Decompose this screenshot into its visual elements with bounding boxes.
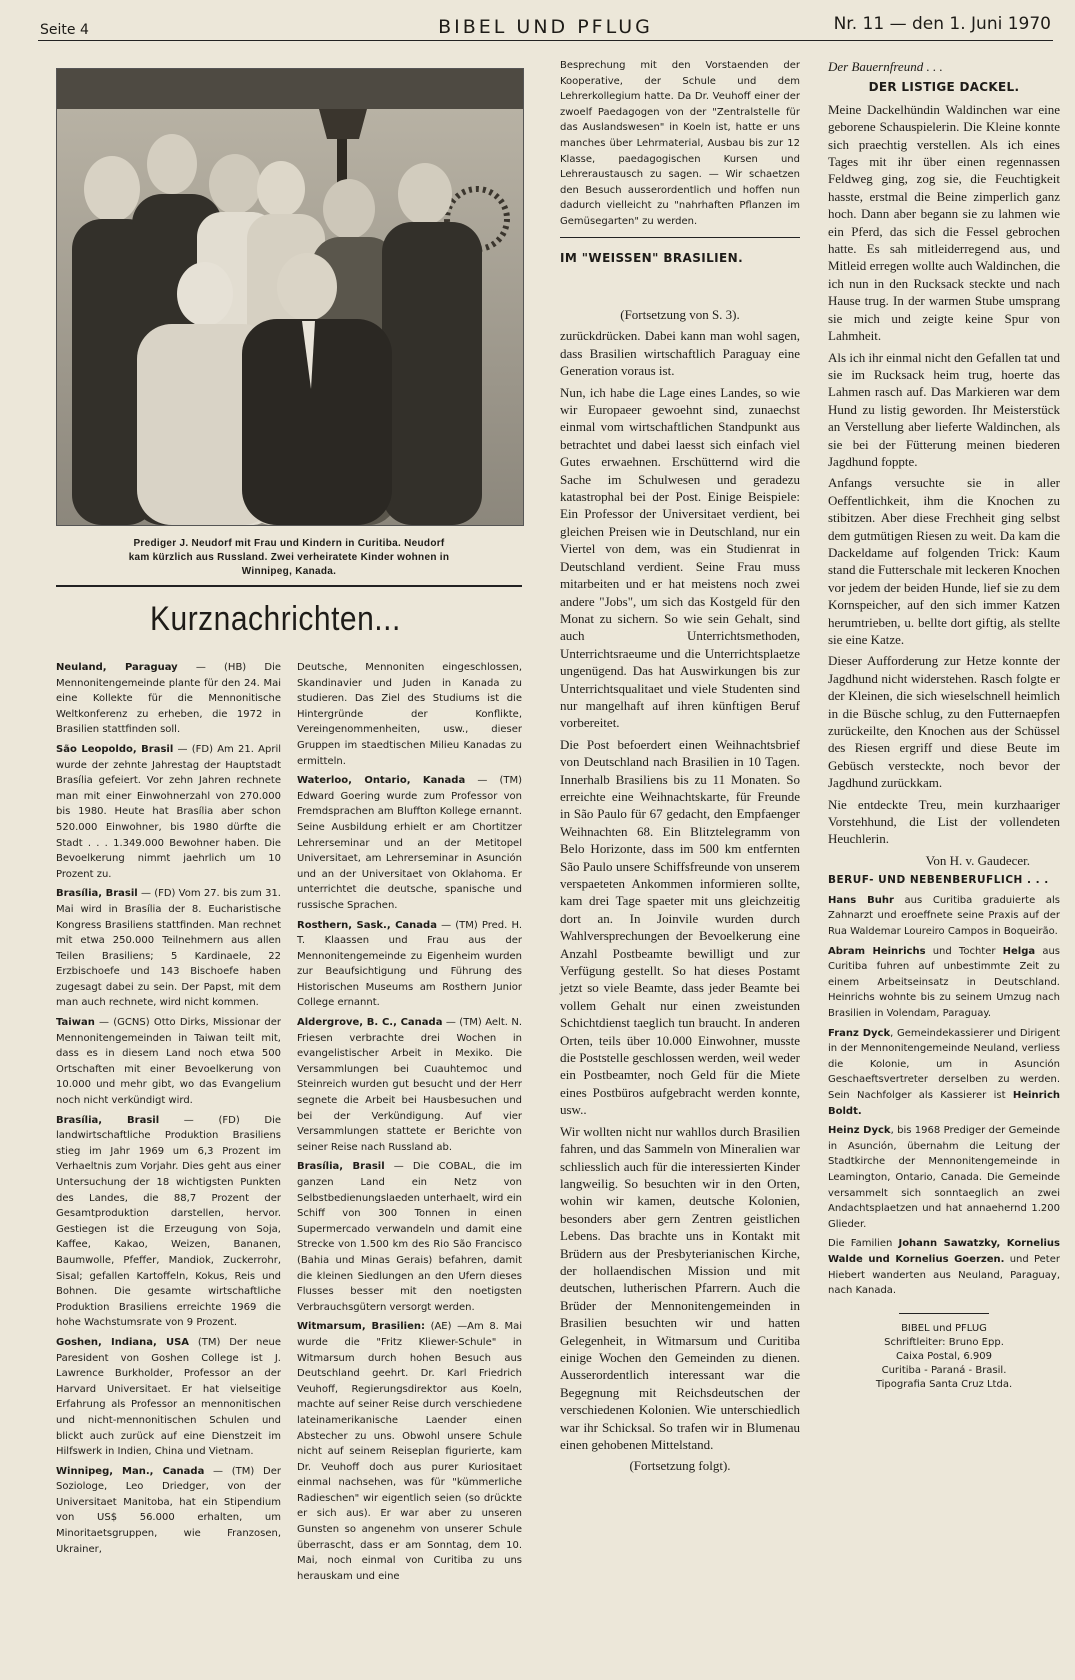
news-item: [828, 893, 1060, 940]
news-item: [828, 1123, 1060, 1232]
section-kicker: Der Bauernfreund . . .: [828, 59, 943, 74]
impressum-line: Caixa Postal, 6.909: [896, 1350, 992, 1362]
news-item-dateline: Winnipeg, Man., Canada: [56, 1465, 205, 1477]
divider: [56, 585, 522, 587]
news-item-text: aus Curitiba fuhren auf unbestimmte Zeit zu einem Arbeitseinsatz in Deutschland. Heinrichs wohnte bis zu seinem Umzug nach Brasilien in Volendam, Paraguay.: [828, 945, 1061, 1020]
kurznachrichten-headline: Kurznachrichten...: [150, 600, 401, 638]
news-item-dateline: Goshen, Indiana, USA: [56, 1336, 190, 1348]
article-paragraph: Wir wollten nicht nur wahllos durch Brasilien fahren, und das Sammeln von Mineralien war schliesslich auch für die interessierten Kinder langweilig. So besuchten wir in den Orten, wohin wir kamen, deutsche Kolonien, besonders aber gern Zentren geistlichen Lebens. Das brachte uns in Kontakt mit Brüdern aus der Presbyterianischen Kirche, der hollaendischen Mission und mit deutschen, lutherischen Pfarrern. Auch die Brüder der Mennonitengemeinden in Brasilien besuchten wir und hatten Gelegenheit, in Witmarsum und Curitiba einige Wochen den Gemeinden zu dienen. Ausserordentlich interessant war die Begegnung mit Reichsdeutschen der verschiedenen Kolonien. Wie unterschiedlich war ihr Schicksal. So trafen wir in Blumenau einen gehobenen Mittelstand.: [560, 1123, 800, 1452]
news-item: [56, 1015, 281, 1109]
news-column-2: [297, 660, 522, 1588]
story-paragraph: Dieser Aufforderung zur Hetze konnte der Jagdhund nicht widerstehen. Rasch folgte er der Kleinen, die sich wieselschnell heimlich in die Büsche schlug, zu den Futternaepfen zurückeilte, den Knochen aus der Schüssel des Riesen ergriff und diese Beute im Gebüsch versteckte, noch bevor der Jagdhund zurückkam.: [828, 653, 1060, 791]
news-item-dateline: Rosthern, Sask., Canada: [297, 919, 437, 931]
news-item-text: Die Familien: [828, 1238, 899, 1250]
story-paragraph: Nie entdeckte Treu, mein kurzhaariger Vorstehhund, die List der vollendeten Heuchlerin.: [828, 796, 1060, 847]
photo-caption: [56, 537, 522, 579]
news-item-dateline: Waterloo, Ontario, Kanada: [297, 775, 466, 787]
news-item-text: — (FD) Die landwirtschaftliche Produktion Brasiliens stieg im Jahr 1969 um 6,3 Prozent im Verhaeltnis zum Vorjahr. Dies geht aus einer Untersuchung der 18 wichtigsten Punkten des Landes, die 88,7 Prozent der Gesamtproduktion darstellen, hervor. Gestiegen ist die Erzeugung von Soja, Kaffee, Kakao, Weizen, Bananen, Baumwolle, Pfeffer, Mandiok, Zuckerrohr, Sisal; gefallen Kartoffeln, Kokus, Reis und Bohnen. Die gesamte wirtschaftliche Produktion Brasiliens erreichte 1969 die hohe Wachstumsrate von 9 Prozent.: [56, 1114, 281, 1329]
news-item-text: und Peter Hiebert wanderten aus Neuland, Paraguay, nach Kanada.: [828, 1253, 1060, 1297]
impressum-line: Tipografia Santa Cruz Ltda.: [875, 1378, 1013, 1390]
news-item-dateline: Taiwan: [56, 1017, 95, 1029]
news-item-dateline: Hans Buhr: [828, 894, 894, 906]
article-paragraph: zurückdrücken. Dabei kann man wohl sagen, dass Brasilien wirtschaftlich Paraguay eine Generation voraus ist.: [560, 328, 800, 379]
story-title: DER LISTIGE DACKEL.: [868, 80, 1020, 95]
news-item-text: , Gemeindekassierer und Dirigent in der Mennonitengemeinde Neuland, verliess die Kolonie, um in Asunción Geschaeftsvertreter derselben zu werden. Sein Nachfolger als Kassierer ist: [828, 1027, 1060, 1101]
news-item-text: — (HB) Die Mennonitengemeinde plante für den 24. Mai eine Kollekte für die Mennonitische Weltkonferenz zu erheben, die 1972 in Brasilien stattfinden soll.: [56, 662, 281, 736]
news-item: [56, 886, 281, 1011]
continuation-text: Besprechung mit den Vorstaenden der Kooperative, der Schule und dem Lehrerkollegium hatte. Da Dr. Veuhoff einer der zwoelf Paedagogen von der "Zentralstelle für das Auslandswesen" in Koeln ist, hatte er uns manches über Lehrmaterial, Ausbau bis zur 12 Klasse, paedagogischen Kursen und Lehreraustausch zu sagen. — Wir schaetzen den Besuch ausserordentlich und hoffen nun dadurch vielleicht zu "nahrhaften Pflanzen im Gemüsegarten" zu werden.: [560, 60, 800, 227]
news-item-text: — (TM) Der Soziologe, Leo Driedger, von der Universitaet Manitoba, hat ein Stipendium von US$ 56.000 erhalten, um Minoritaetsgruppen, wie Franzosen, Ukrainer,: [56, 1465, 281, 1555]
news-item: [297, 918, 522, 1012]
news-item-text: — (TM) Edward Goering wurde zum Professor von Fremdsprachen am Bluffton Kollege ernannt. Seine Ausbildung erhielt er am Chortitzer Lehrerseminar und an der Metitopel Universitaet, am Lehrerseminar in Asunción und an der Universitaet von Oklahoma. Er unterrichtet die deutsche, spanische und russische Sprachen.: [297, 775, 522, 911]
news-item-dateline: Aldergrove, B. C., Canada: [297, 1017, 443, 1029]
news-item-text: , bis 1968 Prediger der Gemeinde in Asunción, übernahm die Leitung der Stadtkirche der Mennonitengemeinde in Leamington, Ontario, Canada. Die Gemeinde versammelt sich sonntaeglich an zwei Andachtsplaetzen und hat annaehernd 1.200 Glieder.: [828, 1125, 1060, 1230]
impressum-line: BIBEL und PFLUG: [901, 1322, 987, 1334]
article-paragraph: Nun, ich habe die Lage eines Landes, so wie wir Europaeer gewoehnt sind, zunaechst einmal vom wirtschaftlichen Standpunkt aus betrachtet und dabei laesst sich einfach viel Gutes erwaehnen. Erschütternd wird die Sache im Schulwesen und geradezu katastrophal bei der Post. Einige Beispiele: Ein Professor der Universitaet verdient, bei gleichen Preisen wie in Deutschland, nur ein Viertel von dem, was ein Studienrat in Deutschland verdient. Seine Frau muss mitarbeiten und er hat meistens noch zwei andere "Jobs", um sich das Kostgeld für den Monat zu sichern. So wie sein Gehalt, sind auch Unterrichtsmethoden, Unterrichtsraeume und die Unterrichtsplaetze ungenügend. Das hat Auswirkungen bis zur Unterrichtsqualitaet und viele Studenten sind nur mangelhaft auf ihren künftigen Beruf vorbereitet.: [560, 384, 800, 731]
continued-note: (Fortsetzung folgt).: [629, 1458, 731, 1474]
news-item: [56, 1464, 281, 1558]
news-item-dateline: Neuland, Paraguay: [56, 662, 178, 673]
news-item: [56, 1113, 281, 1331]
news-item-dateline: Witmarsum, Brasilien:: [297, 1321, 425, 1333]
divider: [899, 1313, 989, 1314]
news-item-text: aus Curitiba graduierte als Zahnarzt und eroeffnete seine Praxis auf der Rua Waldemar Loureiro Campos in Boqueirão.: [828, 894, 1061, 938]
news-column-4: [828, 58, 1060, 1392]
story-paragraph: Meine Dackelhündin Waldinchen war eine geborene Schauspielerin. Die Kleine konnte sich praechtig verstellen. Als ich eines Tages mit ihr über einen regennassen Feldweg ging, zog sie, die Feuchtigkeit hasste, erstmal die Beine zimperlich ganz hoch. Dann aber begann sie zu lahmen wie ein Pferd, das sich die Fessel gebrochen hatte. Es sah mitleiderregend aus, und Mitleid erregen wollte auch Waldinchen, die ich nun in den Rucksack steckte und nach Hause trug. In der warmen Stube umsprang sie mich und zeigte keine Spur von Lahmheit.: [828, 101, 1060, 344]
news-item: [828, 944, 1060, 1022]
caption-line: kam kürzlich aus Russland. Zwei verheiratete Kinder wohnen in: [128, 552, 450, 563]
story-paragraph: Als ich ihr einmal nicht den Gefallen tat und sie im Rucksack heim trug, hoerte das Lahmen rasch auf. Das Markieren war dem Hund zu listig geworden. Ihr Meisterstück an Verstellung aber lieferte Waldinchen, als sie bei der Fütterung meinen biederen Jagdhund foppte.: [828, 349, 1060, 469]
news-item: [297, 1015, 522, 1155]
news-item: [297, 1159, 522, 1315]
masthead: [38, 14, 1053, 41]
news-item-dateline: São Leopoldo, Brasil: [56, 743, 174, 755]
news-item: [56, 1335, 281, 1460]
news-item: [828, 1026, 1060, 1120]
news-item-text: — (FD) Am 21. April wurde der zehnte Jahrestag der Hauptstadt Brasília gefeiert. Vor zehn Jahren rechnete man mit einer Einwohnerzahl von 270.000 bis 1980. Heute hat Brasília aber schon 520.000 Einwohner, bis 1980 dürfte die Stadt . . . 1.349.000 Bewohner haben. Die Bevoelkerung nimmt jaehrlich um 10 Prozent zu.: [56, 743, 281, 880]
news-column-3: [560, 58, 800, 270]
news-item-text: Deutsche, Mennoniten eingeschlossen, Skandinavier und Juden in Kanada zu studieren. Das Ziel des Studiums ist die Hintergründe der Konflikte, Vereingenommenheiten, usw., dieser Gruppen im staedtischen Milieu Kanadas zu ermitteln.: [297, 662, 522, 767]
news-item-text: — (TM) Aelt. N. Friesen verbrachte drei Wochen in evangelistischer Arbeit in Mexiko. Die Versammlungen bei Cuauhtemoc und Steinreich wurden gut besucht und der Herr segnete die Arbeit bei Hausbesuchen und bei der Verkündigung. Auf vier Versammlungen stattete er Berichte von seiner Reise nach Russland ab.: [297, 1017, 523, 1153]
divider: [560, 237, 800, 239]
news-item-text: — (GCNS) Otto Dirks, Missionar der Mennonitengemeinden in Taiwan teilt mit, dass es in diesem Land noch etwa 500 Ortschaften mit einer Bevoelkerung von 10.000 und mehr gibt, wo das Evangelium noch nicht verkündigt wird.: [56, 1017, 281, 1107]
issue-date: Nr. 11 — den 1. Juni 1970: [833, 14, 1051, 34]
news-item-text: — Die COBAL, die im ganzen Land ein Netz von Selbstbedienungslaeden unterhaelt, wird ein Schiff von 300 Tonnen in einen Supermercado verwandeln und damit eine Strecke von 1.500 km des Rio São Francisco (Bahia und Minas Gerais) befahren, damit die kleinen Siedlungen an den Ufern dieses Flusses besser mit den noetigsten Verbrauchsgütern versorgt werden.: [297, 1161, 522, 1313]
news-item-dateline: Brasília, Brasil: [56, 888, 138, 900]
impressum: [828, 1313, 1060, 1392]
news-item-text: (AE) —Am 8. Mai wurde die "Fritz Kliewer-Schule" in Witmarsum durch hohen Besuch aus Deutschland geehrt. Dr. Karl Friedrich Veuhoff, Regierungsdirektor aus Koeln, machte auf seiner Reise durch verschiedene lateinamerikanische Laender einen Abstecher zu uns. Obwohl unsere Schule nicht auf seinem Reiseplan figurierte, kam Dr. Veuhoff doch aus purer Kuriositaet einmal nachsehen, was für "kümmerliche Radieschen" wir eigentlich seien (so drückte er sich aus). Er war aber zu unseren Gunsten so angenehm von unserer Schule überrascht, dass er am Sonntag, dem 10. Mai, noch einmal von Curitiba zu uns herauskam und eine: [297, 1321, 522, 1582]
news-item: [297, 660, 522, 769]
news-item: [56, 660, 281, 738]
news-item: [297, 1319, 522, 1584]
beruf-section-head: BERUF- UND NEBENBERUFLICH . . .: [828, 874, 1049, 887]
news-item-dateline: Franz Dyck: [828, 1027, 891, 1039]
newspaper-title: BIBEL UND PFLUG: [438, 16, 653, 38]
story-paragraph: Anfangs versuchte sie in aller Oeffentlichkeit, ihm die Knochen zu stibitzen. Aber diese Frechheit ging selbst dem gutmütigen Riesen zu weit. Da kam die Dackeldame auf folgenden Trick: Kaum stand die Futterschale mit leckeren Knochen vor jedem der beiden Hunde, lief sie zu dem Kornspeicher, auf den sich immer Katzen herumtrieben, u. bellte dort giftig, als stellte sie eine Katze.: [828, 475, 1060, 647]
story-byline: Von H. v. Gaudecer.: [925, 852, 1030, 868]
article-subtitle: (Fortsetzung von S. 3).: [620, 307, 740, 322]
family-photo-illustration: [57, 69, 523, 525]
news-item-dateline: Abram Heinrichs: [828, 945, 926, 957]
news-item-dateline: Brasília, Brasil: [297, 1161, 385, 1173]
news-column-1: [56, 660, 281, 1561]
impressum-line: Curitiba - Paraná - Brasil.: [881, 1364, 1007, 1376]
news-item-dateline: Brasília, Brasil: [56, 1114, 160, 1126]
caption-line: Prediger J. Neudorf mit Frau und Kindern in Curitiba. Neudorf: [133, 538, 445, 549]
news-item: [297, 773, 522, 913]
article-body: [560, 306, 800, 1479]
news-item-text: — (FD) Vom 27. bis zum 31. Mai wird in Brasília der 8. Eucharistische Kongress Brasiliens stattfinden. Man rechnet mit etwa 250.000 Teilnehmern aus allen Teilen Brasiliens; 5 Kardinaele, 22 Erzbischoefe und 143 Bischoefe haben zugesagt dabei zu sein. Der Papst, mit dem man auch rechnete, wird nicht kommen.: [56, 888, 281, 1009]
caption-line: Winnipeg, Kanada.: [241, 566, 337, 577]
news-item-name: Heinrich Boldt.: [828, 1090, 1060, 1117]
news-item-name: Johann Sawatzky, Kornelius Walde und Kornelius Goerzen.: [828, 1238, 1060, 1265]
article-headline: IM "WEISSEN" BRASILIEN.: [560, 251, 744, 266]
news-item-text: und Tochter: [925, 945, 1003, 957]
news-item: [828, 1236, 1060, 1298]
news-item-text: (TM) Der neue Paresident von Goshen College ist J. Lawrence Burkholder, Professor an der Harvard Universitaet. Er hat vielseitige Erfahrung als Professor an mennonitischen und nicht-mennonitischen Schulen und blickt auch zurück auf eine Dienstzeit im Hilfswerk in Indien, China und Vietnam.: [56, 1336, 281, 1458]
news-item: [56, 742, 281, 882]
page-number: Seite 4: [40, 22, 89, 38]
news-item-dateline: Heinz Dyck: [828, 1125, 891, 1137]
news-item-name: Helga: [1002, 945, 1036, 957]
news-item-text: — (TM) Pred. H. T. Klaassen und Frau aus der Mennonitengemeinde zu Eigenheim wurden zur Beaufsichtigung und Führung des Historischen Museums am Rosthern Junior College ernannt.: [297, 919, 522, 1009]
family-photo: [56, 68, 524, 526]
impressum-line: Schriftleiter: Bruno Epp.: [884, 1336, 1004, 1348]
article-paragraph: Die Post befoerdert einen Weihnachtsbrief von Deutschland nach Brasilien in 10 Tagen. Innerhalb Brasiliens bis zu 11 Monaten. So erreichte eine Weihnachtskarte, für Freunde in São Paulo für 67 gedacht, den Empfaenger Weihnachten 68. Ein Blitztelegramm von Belo Horizonte, dass im 500 km entfernten São Paulo unsere Schiffsfreunde von unserem verspaeteten Ankommen informieren sollte, kam drei Tage spaeter mit uns gleichzeitig dort an. In Joinvile wurden durch Wahlversprechungen der Bevoelkerung eine Anzahl Postbeamte bewilligt und zur Verfügung gestellt. So hat dieses Postamt jetzt so viele Beamte, dass jeder Beamte bei vollem Gehalt nur einen zweistunden Schichtdienst taeglich tun braucht. In anderen Orten, teils über 10.000 Einwohner, musste die Poststelle geschlossen werden, weil weder ein Postbeamter, noch Geld für die Miete eines Postbüros aufgebracht werden konnte, usw..: [560, 736, 800, 1118]
